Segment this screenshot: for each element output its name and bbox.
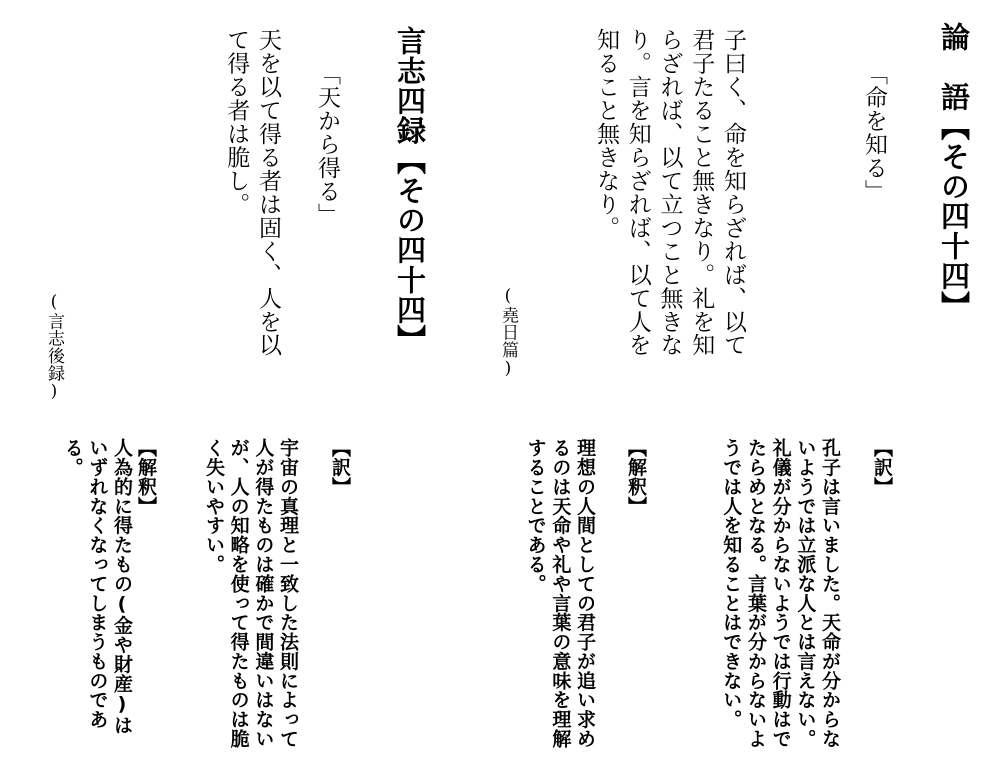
source-genshi: (言志後録): [44, 292, 64, 403]
page-title-rongo: 論 語【その四十四】: [937, 22, 971, 321]
commentary-text-genshi: 人為的に得たもの(金や財産)はいずれなくなってしまうものである。: [61, 438, 133, 735]
commentary-heading-rongo: 【解釈】: [625, 438, 647, 516]
commentary-text-rongo: 理想の人間としての君子が追い求めるのは天命や礼や言葉の意味を理解することである。: [524, 438, 596, 749]
quote-title-genshi: 「天から得る」: [314, 62, 340, 227]
translation-text-rongo: 孔子は言いました。天命が分からないようでは立派な人とは言えない。礼儀が分からないようでは行動はでたらめとなる。言葉が分からないようでは人を知ることはできない。: [720, 438, 841, 749]
quote-title-rongo: 「命を知る」: [861, 62, 887, 203]
commentary-heading-genshi: 【解釈】: [135, 438, 157, 516]
page-title-genshi: 言志四録【その四十四】: [393, 26, 427, 355]
quote-text-genshi: 天を以て得る者は固く、人を以て得る者は脆し。: [223, 28, 281, 357]
quote-text-rongo: 子曰く、命を知らざれば、以て君子たること無きなり。礼を知らざれば、以て立つこと無きなり。言を知らざれば、以て人を知ること無きなり。: [593, 28, 746, 357]
translation-heading-rongo: 【訳】: [871, 438, 893, 497]
translation-heading-genshi: 【訳】: [329, 438, 351, 497]
translation-text-genshi: 宇宙の真理と一致した法則によって人が得たものは確かで間違いはないが、人の知略を使って得たものは脆く失いやすい。: [202, 438, 299, 749]
source-rongo: (堯日篇): [498, 286, 518, 379]
